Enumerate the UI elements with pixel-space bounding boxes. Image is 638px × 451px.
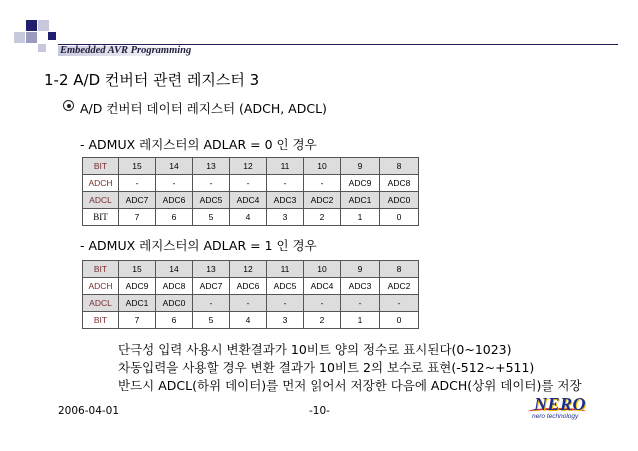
bit-cell: 1 xyxy=(341,209,380,226)
slide-title: 1-2 A/D 컨버터 관련 레지스터 3 xyxy=(44,71,260,89)
bit-cell: 11 xyxy=(267,158,304,175)
row-header-cell: ADCL xyxy=(83,192,119,209)
bit-cell: - xyxy=(119,175,156,192)
page-number: -10- xyxy=(309,405,330,417)
bit-cell: 12 xyxy=(230,261,267,278)
bit-cell: 15 xyxy=(119,261,156,278)
bit-cell: 9 xyxy=(341,261,380,278)
note-line: 차동입력을 사용할 경우 변환 결과가 10비트 2의 보수로 표현(-512~+511) xyxy=(118,360,535,375)
course-title: Embedded AVR Programming xyxy=(60,45,192,56)
register-table-adlar0 xyxy=(82,157,419,226)
bit-cell: ADC1 xyxy=(119,295,156,312)
bit-cell: ADC6 xyxy=(230,278,267,295)
table-row xyxy=(83,209,419,226)
note-line: 반드시 ADCL(하위 데이터)를 먼저 읽어서 저장한 다음에 ADCH(상위 데이터)를 저장 xyxy=(118,378,582,393)
logo-tagline: nero technology xyxy=(532,413,579,420)
bit-cell: 9 xyxy=(341,158,380,175)
bit-cell: 7 xyxy=(119,312,156,329)
bit-cell: 13 xyxy=(193,158,230,175)
bit-cell: 0 xyxy=(380,312,419,329)
bit-cell: ADC3 xyxy=(341,278,380,295)
note-line: 단극성 입력 사용시 변환결과가 10비트 양의 정수로 표시된다(0~1023) xyxy=(118,342,512,357)
row-header-cell: ADCL xyxy=(83,295,119,312)
bit-cell: - xyxy=(304,175,341,192)
table-row xyxy=(83,295,419,312)
bit-cell: ADC3 xyxy=(267,192,304,209)
bit-cell: - xyxy=(267,295,304,312)
bit-cell: - xyxy=(193,295,230,312)
bit-cell: ADC1 xyxy=(341,192,380,209)
bit-cell: ADC8 xyxy=(156,278,193,295)
bit-cell: ADC0 xyxy=(380,192,419,209)
bit-cell: ADC6 xyxy=(156,192,193,209)
bit-cell: 11 xyxy=(267,261,304,278)
row-header-cell: BIT xyxy=(83,158,119,175)
case1-heading: - ADMUX 레지스터의 ADLAR = 1 인 경우 xyxy=(80,238,317,253)
bit-cell: 12 xyxy=(230,158,267,175)
deco-square xyxy=(14,32,25,43)
case0-heading: - ADMUX 레지스터의 ADLAR = 0 인 경우 xyxy=(80,137,317,152)
bit-cell: 10 xyxy=(304,261,341,278)
bit-cell: ADC7 xyxy=(119,192,156,209)
nero-logo xyxy=(528,396,588,420)
bit-cell: 14 xyxy=(156,261,193,278)
bit-cell: - xyxy=(230,295,267,312)
bit-cell: 5 xyxy=(193,209,230,226)
bit-cell: ADC7 xyxy=(193,278,230,295)
bit-cell: - xyxy=(380,295,419,312)
row-header-cell: BIT xyxy=(83,209,119,226)
bit-cell: 1 xyxy=(341,312,380,329)
bit-cell: ADC2 xyxy=(380,278,419,295)
bit-cell: 3 xyxy=(267,209,304,226)
bit-cell: ADC8 xyxy=(380,175,419,192)
bit-cell: 8 xyxy=(380,261,419,278)
deco-square xyxy=(48,32,56,40)
bit-cell: 6 xyxy=(156,312,193,329)
bit-cell: 15 xyxy=(119,158,156,175)
bit-cell: 3 xyxy=(267,312,304,329)
bullet-text: A/D 컨버터 데이터 레지스터 (ADCH, ADCL) xyxy=(80,101,327,116)
bit-cell: - xyxy=(193,175,230,192)
row-header-cell: BIT xyxy=(83,261,119,278)
bit-cell: - xyxy=(230,175,267,192)
row-header-cell: BIT xyxy=(83,312,119,329)
bit-cell: 4 xyxy=(230,209,267,226)
deco-square xyxy=(38,44,46,52)
bit-cell: 13 xyxy=(193,261,230,278)
bit-cell: ADC5 xyxy=(267,278,304,295)
bit-cell: 5 xyxy=(193,312,230,329)
row-header-cell: ADCH xyxy=(83,278,119,295)
footer-date: 2006-04-01 xyxy=(58,405,120,417)
table-row xyxy=(83,192,419,209)
table-row xyxy=(83,278,419,295)
bit-cell: ADC5 xyxy=(193,192,230,209)
bit-cell: ADC9 xyxy=(119,278,156,295)
deco-square xyxy=(26,32,37,43)
row-header-cell: ADCH xyxy=(83,175,119,192)
deco-square xyxy=(38,20,49,31)
bit-cell: 7 xyxy=(119,209,156,226)
deco-square xyxy=(26,20,37,31)
table-row xyxy=(83,261,419,278)
bit-cell: ADC4 xyxy=(230,192,267,209)
register-table-adlar1 xyxy=(82,260,419,329)
bit-cell: 0 xyxy=(380,209,419,226)
bit-cell: 2 xyxy=(304,312,341,329)
bit-cell: - xyxy=(304,295,341,312)
bullet-icon xyxy=(63,100,74,111)
table-row xyxy=(83,312,419,329)
bit-cell: 8 xyxy=(380,158,419,175)
table-row xyxy=(83,175,419,192)
bit-cell: 6 xyxy=(156,209,193,226)
logo-wordmark: NERO xyxy=(534,394,587,414)
bit-cell: 10 xyxy=(304,158,341,175)
table-row xyxy=(83,158,419,175)
bit-cell: 14 xyxy=(156,158,193,175)
bit-cell: ADC0 xyxy=(156,295,193,312)
bit-cell: - xyxy=(341,295,380,312)
bit-cell: ADC9 xyxy=(341,175,380,192)
bit-cell: ADC4 xyxy=(304,278,341,295)
bit-cell: - xyxy=(267,175,304,192)
bit-cell: 4 xyxy=(230,312,267,329)
bit-cell: 2 xyxy=(304,209,341,226)
bit-cell: ADC2 xyxy=(304,192,341,209)
bit-cell: - xyxy=(156,175,193,192)
